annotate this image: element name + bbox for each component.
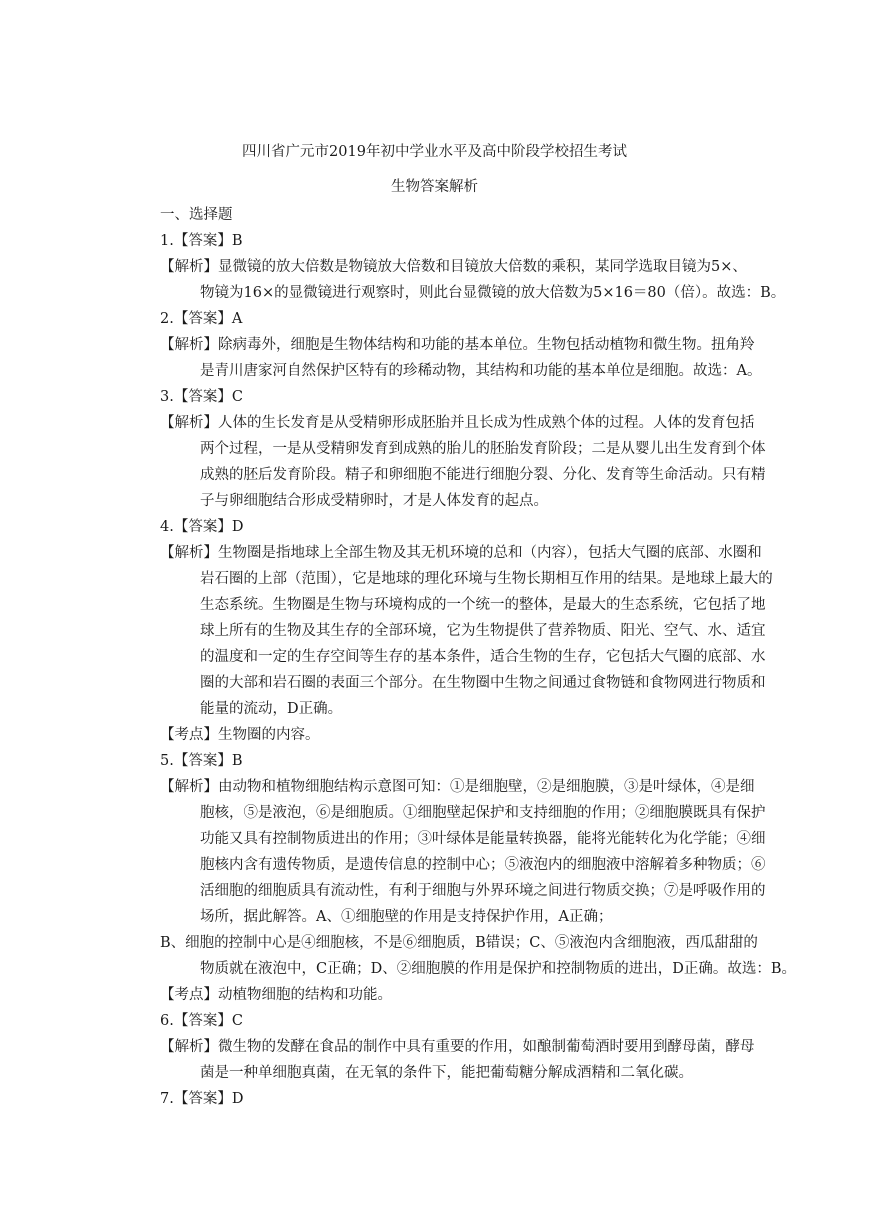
answer-line: 3.【答案】C [160, 389, 243, 405]
answer-line: 5.【答案】B [160, 753, 243, 769]
answer-line: 6.【答案】C [160, 1013, 243, 1029]
analysis-line: 球上所有的生物及其生存的全部环境，它为生物提供了营养物质、阳光、空气、水、适宜 [200, 623, 766, 639]
answer-line: 2.【答案】A [160, 311, 243, 327]
answer-line: 1.【答案】B [160, 233, 243, 249]
analysis-line: 【解析】生物圈是指地球上全部生物及其无机环境的总和（内容），包括大气圈的底部、水圈和 [160, 545, 762, 561]
analysis-line: 活细胞的细胞质具有流动性，有利于细胞与外界环境之间进行物质交换；⑦是呼吸作用的 [200, 883, 766, 899]
answer-line: 4.【答案】D [160, 519, 244, 535]
topic-line: 【考点】生物圈的内容。 [160, 727, 320, 743]
analysis-line: 【解析】微生物的发酵在食品的制作中具有重要的作用，如酿制葡萄酒时要用到酵母菌，酵母 [160, 1039, 755, 1055]
analysis-line: 成熟的胚后发育阶段。精子和卵细胞不能进行细胞分裂、分化、发育等生命活动。只有精 [200, 467, 766, 483]
analysis-line: 胞核内含有遗传物质，是遗传信息的控制中心；⑤液泡内的细胞液中溶解着多种物质；⑥ [200, 857, 766, 873]
analysis-line: 场所，据此解答。A、①细胞壁的作用是支持保护作用，A正确； [200, 909, 613, 925]
section-heading: 一、选择题 [160, 207, 233, 223]
analysis-line: 的温度和一定的生存空间等生存的基本条件，适合生物的生存，它包括大气圈的底部、水 [200, 649, 766, 665]
analysis-line: 【解析】除病毒外，细胞是生物体结构和功能的基本单位。生物包括动植物和微生物。扭角羚 [160, 337, 755, 353]
analysis-line: 菌是一种单细胞真菌，在无氧的条件下，能把葡萄糖分解成酒精和二氧化碳。 [200, 1065, 693, 1081]
analysis-line: 圈的大部和岩石圈的表面三个部分。在生物圈中生物之间通过食物链和食物网进行物质和 [200, 675, 766, 691]
analysis-line: 两个过程，一是从受精卵发育到成熟的胎儿的胚胎发育阶段；二是从婴儿出生发育到个体 [200, 441, 766, 457]
topic-line: 【考点】动植物细胞的结构和功能。 [160, 987, 392, 1003]
analysis-line: 【解析】由动物和植物细胞结构示意图可知：①是细胞壁，②是细胞膜，③是叶绿体，④是细 [160, 779, 755, 795]
analysis-line: 是青川唐家河自然保护区特有的珍稀动物，其结构和功能的基本单位是细胞。故选：A。 [200, 363, 762, 379]
analysis-line: 【解析】显微镜的放大倍数是物镜放大倍数和目镜放大倍数的乘积，某同学选取目镜为5×、 [160, 259, 747, 275]
analysis-line: 胞核，⑤是液泡，⑥是细胞质。①细胞壁起保护和支持细胞的作用；②细胞膜既具有保护 [200, 805, 766, 821]
analysis-line: 岩石圈的上部（范围），它是地球的理化环境与生物长期相互作用的结果。是地球上最大的 [200, 571, 773, 587]
answer-line: 7.【答案】D [160, 1091, 244, 1107]
analysis-line: B、细胞的控制中心是④细胞核，不是⑥细胞质，B错误；C、⑤液泡内含细胞液，西瓜甜甜的 [160, 935, 758, 951]
analysis-line: 生态系统。生物圈是生物与环境构成的一个统一的整体，是最大的生态系统，它包括了地 [200, 597, 766, 613]
document-subtitle: 生物答案解析 [391, 179, 478, 195]
analysis-line: 物质就在液泡中，C正确；D、②细胞膜的作用是保护和控制物质的进出，D正确。故选：B。 [200, 961, 796, 977]
analysis-line: 子与卵细胞结合形成受精卵时，才是人体发育的起点。 [200, 493, 548, 509]
analysis-line: 能量的流动，D正确。 [200, 701, 343, 717]
analysis-line: 【解析】人体的生长发育是从受精卵形成胚胎并且长成为性成熟个体的过程。人体的发育包括 [160, 415, 755, 431]
analysis-line: 功能又具有控制物质进出的作用；③叶绿体是能量转换器，能将光能转化为化学能；④细 [200, 831, 766, 847]
analysis-line: 物镜为16×的显微镜进行观察时，则此台显微镜的放大倍数为5×16＝80（倍）。故选：B。 [200, 285, 786, 301]
document-title: 四川省广元市2019年初中学业水平及高中阶段学校招生考试 [242, 144, 627, 160]
